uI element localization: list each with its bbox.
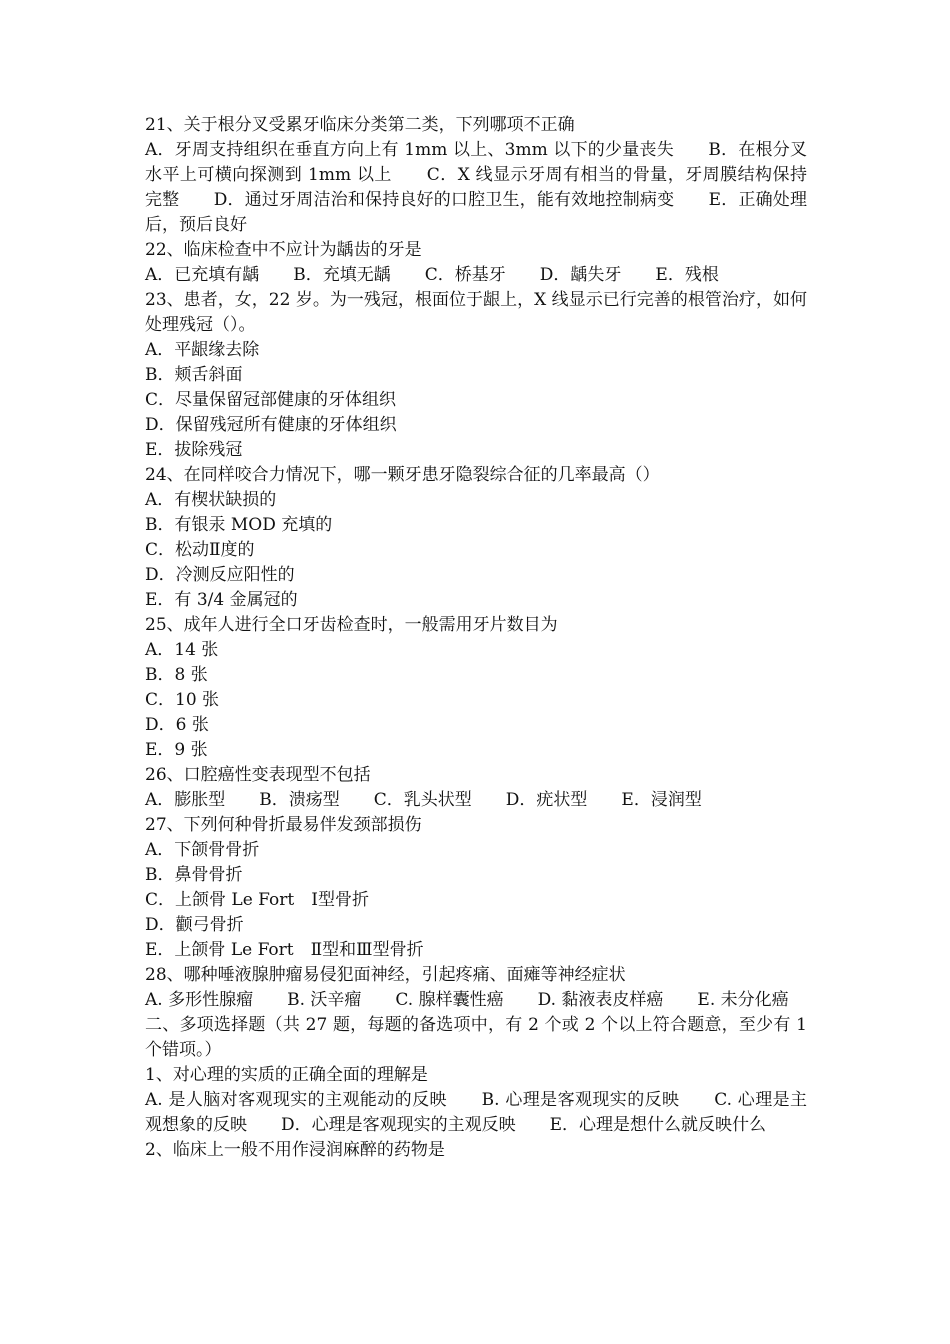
- question-25-title: 25、成年人进行全口牙齿检查时，一般需用牙片数目为: [145, 615, 558, 635]
- question-24-option-e: E．有 3/4 金属冠的: [145, 590, 298, 610]
- question-22-title: 22、临床检查中不应计为龋齿的牙是: [145, 240, 422, 260]
- question-27-title: 27、下列何种骨折最易伴发颈部损伤: [145, 815, 422, 835]
- question-27-option-d: D．颧弓骨折: [145, 915, 244, 935]
- question-21-title: 21、关于根分叉受累牙临床分类第二类，下列哪项不正确: [145, 115, 575, 135]
- question-27-option-a: A．下颌骨骨折: [145, 840, 260, 860]
- question-26-title: 26、口腔癌性变表现型不包括: [145, 765, 371, 785]
- question-25-option-d: D．6 张: [145, 715, 209, 735]
- question-24-option-a: A．有楔状缺损的: [145, 490, 277, 510]
- question-28-title: 28、哪种唾液腺肿瘤易侵犯面神经，引起疼痛、面瘫等神经症状: [145, 965, 626, 985]
- question-25-option-a: A．14 张: [145, 640, 219, 660]
- question-24-option-d: D．冷测反应阳性的: [145, 565, 295, 585]
- question-23-option-e: E．拔除残冠: [145, 440, 243, 460]
- question-23-title: 23、患者，女，22 岁。为一残冠，根面位于龈上，X 线显示已行完善的根管治疗，如何处理残冠（）。: [145, 290, 807, 335]
- mc-question-2-title: 2、临床上一般不用作浸润麻醉的药物是: [145, 1140, 445, 1160]
- question-27-option-c: C．上颌骨 Le Fort Ⅰ型骨折: [145, 890, 369, 910]
- question-23-option-d: D．保留残冠所有健康的牙体组织: [145, 415, 397, 435]
- question-25-option-b: B．8 张: [145, 665, 208, 685]
- question-24-option-b: B．有银汞 MOD 充填的: [145, 515, 333, 535]
- question-23-option-a: A．平龈缘去除: [145, 340, 260, 360]
- question-24-option-c: C．松动Ⅱ度的: [145, 540, 255, 560]
- question-23-option-c: C．尽量保留冠部健康的牙体组织: [145, 390, 397, 410]
- document-body: [145, 113, 813, 1163]
- question-27-option-b: B．鼻骨骨折: [145, 865, 243, 885]
- question-25-option-e: E．9 张: [145, 740, 208, 760]
- question-25-option-c: C．10 张: [145, 690, 220, 710]
- question-28-options: A. 多形性腺瘤 B. 沃辛瘤 C. 腺样囊性癌 D. 黏液表皮样癌 E. 未分化癌: [145, 990, 789, 1010]
- question-24-title: 24、在同样咬合力情况下，哪一颗牙患牙隐裂综合征的几率最高（）: [145, 465, 660, 485]
- question-23-option-b: B．颊舌斜面: [145, 365, 243, 385]
- question-27-option-e: E．上颌骨 Le Fort Ⅱ型和Ⅲ型骨折: [145, 940, 424, 960]
- question-22-options: A．已充填有龋 B．充填无龋 C．桥基牙 D．龋失牙 E．残根: [145, 265, 719, 285]
- question-26-options: A．膨胀型 B．溃疡型 C．乳头状型 D．疣状型 E．浸润型: [145, 790, 702, 810]
- mc-question-1-options: A. 是人脑对客观现实的主观能动的反映 B. 心理是客观现实的反映 C. 心理是主观想象的反映 D．心理是客观现实的主观反映 E．心理是想什么就反映什么: [145, 1090, 807, 1135]
- mc-question-1-title: 1、对心理的实质的正确全面的理解是: [145, 1065, 428, 1085]
- section-2-heading: 二、多项选择题（共 27 题，每题的备选项中，有 2 个或 2 个以上符合题意，至少有 1 个错项。）: [145, 1015, 813, 1060]
- question-21-options: A．牙周支持组织在垂直方向上有 1mm 以上、3mm 以下的少量丧失 B．在根分叉水平上可横向探测到 1mm 以上 C．X 线显示牙周有相当的骨量，牙周膜结构保持完整 D．通过牙周洁治和保持良好的口腔卫生，能有效地控制病变 E．正确处理后，预后良好: [145, 140, 807, 235]
